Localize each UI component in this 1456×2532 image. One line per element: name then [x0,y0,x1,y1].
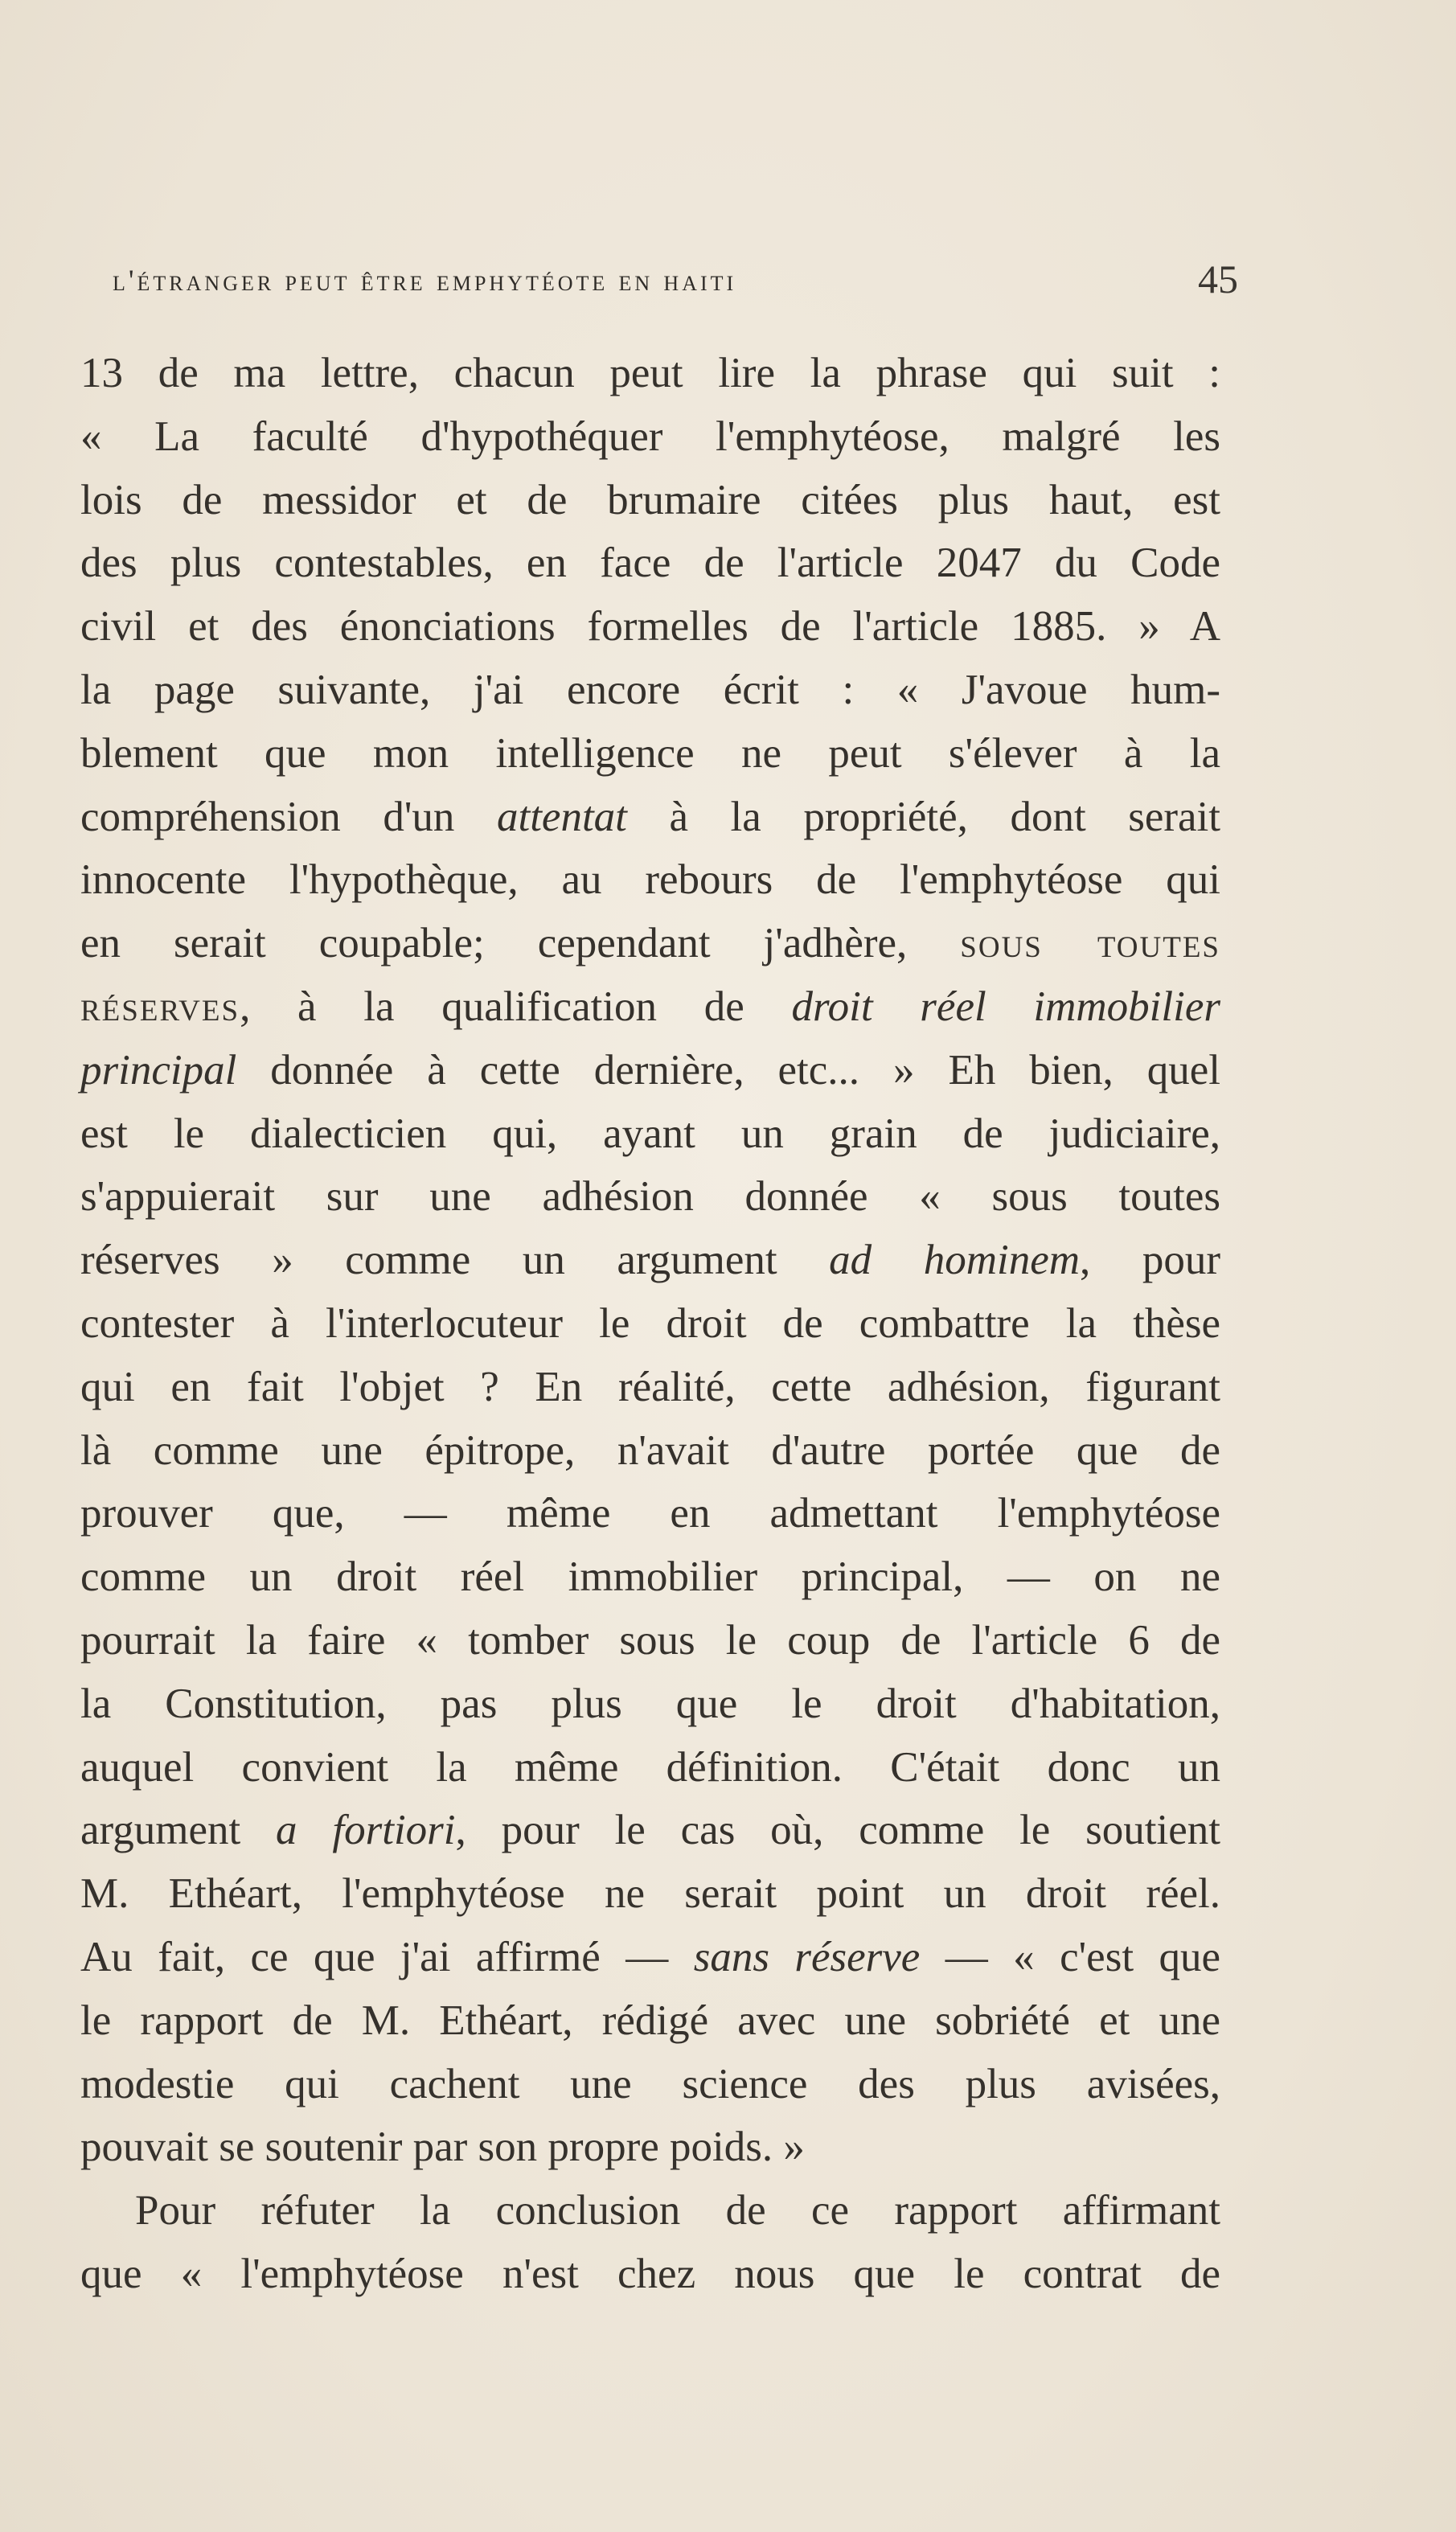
text-line [80,1862,1220,1926]
text-segment: , pour le cas où, comme le soutient [455,1807,1220,1854]
text-line [80,1229,1220,1292]
text-line [80,912,1220,975]
text-segment: s'appuierait sur une adhésion donnée « sous toutes [80,1173,1220,1221]
text-line [80,595,1220,659]
text-segment: en serait coupable; cependant j'adhère, [80,920,961,967]
text-line [80,531,1220,595]
text-segment: réserves » comme un argument [80,1237,830,1284]
italic-text: a fortiori [276,1807,456,1854]
italic-text: ad hominem [829,1237,1081,1284]
text-line [80,1989,1220,2053]
text-line [80,1482,1220,1545]
text-segment: argument [80,1807,277,1854]
text-line [80,1039,1220,1102]
page-number: 45 [1198,256,1238,302]
text-segment: compréhension d'un [80,793,497,840]
italic-text: principal [80,1046,237,1094]
text-line [80,1609,1220,1672]
text-segment: la page suivante, j'ai encore écrit : « J'avoue hum- [80,666,1220,713]
small-caps-text: réserves [80,983,240,1030]
text-line [80,2115,1220,2179]
text-line [80,2179,1220,2243]
text-line [80,2053,1220,2116]
text-line [80,975,1220,1039]
page-header [113,256,1238,312]
text-segment: que « l'emphytéose n'est chez nous que le contrat de [80,2250,1220,2297]
text-line [80,1672,1220,1736]
text-segment: pouvait se soutenir par son propre poids. » [80,2124,805,2171]
text-segment: civil et des énonciations formelles de l'article 1885. » A [80,603,1220,650]
text-segment: des plus contestables, en face de l'article 2047 du Code [80,540,1220,587]
text-line [80,1292,1220,1356]
italic-text: droit réel immobilier [791,983,1220,1030]
text-segment: M. Ethéart, l'emphytéose ne serait point un droit réel. [80,1870,1220,1918]
text-segment: , à la qualification de [240,983,792,1030]
text-segment: blement que mon intelligence ne peut s'élever à la [80,729,1220,777]
body-text [80,342,1220,2306]
text-line [80,1165,1220,1229]
text-segment: la Constitution, pas plus que le droit d'habitation, [80,1680,1220,1727]
text-segment: « La faculté d'hypothéquer l'emphytéose, malgré les [80,412,1220,460]
text-segment: pourrait la faire « tomber sous le coup de l'article 6 de [80,1616,1220,1664]
text-line [80,1799,1220,1862]
running-title: l'étranger peut être emphytéote en haiti [113,265,737,298]
text-segment: le rapport de M. Ethéart, rédigé avec une sobriété et une [80,1996,1220,2044]
text-segment: qui en fait l'objet ? En réalité, cette adhésion, figurant [80,1363,1220,1410]
text-segment: — « c'est que [920,1933,1220,1980]
italic-text: attentat [496,793,627,840]
text-line [80,1102,1220,1166]
text-line [80,469,1220,532]
text-segment: comme un droit réel immobilier principal, — on ne [80,1553,1220,1601]
small-caps-text: sous toutes [960,920,1221,967]
text-segment: à la propriété, dont serait [626,793,1220,840]
text-segment: est le dialecticien qui, ayant un grain de judiciaire, [80,1110,1220,1157]
text-segment: contester à l'interlocuteur le droit de combattre la thèse [80,1299,1220,1347]
text-line [80,786,1220,849]
text-segment: Au fait, ce que j'ai affirmé — [80,1933,694,1980]
text-segment: innocente l'hypothèque, au rebours de l'emphytéose qui [80,856,1220,904]
text-segment: prouver que, — même en admettant l'emphytéose [80,1490,1220,1537]
text-segment: là comme une épitrope, n'avait d'autre portée que de [80,1426,1220,1474]
text-segment: , pour [1080,1237,1220,1284]
text-line [80,722,1220,786]
text-segment: Pour réfuter la conclusion de ce rapport affirmant [135,2187,1220,2234]
text-line [80,1545,1220,1609]
text-line [80,1926,1220,1989]
text-segment: 13 de ma lettre, chacun peut lire la phrase qui suit : [80,350,1220,396]
text-segment: modestie qui cachent une science des plus avisées, [80,2060,1220,2107]
text-segment: auquel convient la même définition. C'était donc un [80,1743,1220,1791]
text-line [80,1356,1220,1419]
text-line [80,848,1220,912]
italic-text: sans réserve [693,1933,921,1980]
text-line [80,1736,1220,1799]
text-segment: donnée à cette dernière, etc... » Eh bien, quel [236,1046,1220,1094]
text-line [80,2243,1220,2306]
text-line [80,1419,1220,1483]
text-line [80,659,1220,722]
text-segment: lois de messidor et de brumaire citées plus haut, est [80,476,1220,523]
text-line [80,342,1220,405]
text-line [80,405,1220,469]
